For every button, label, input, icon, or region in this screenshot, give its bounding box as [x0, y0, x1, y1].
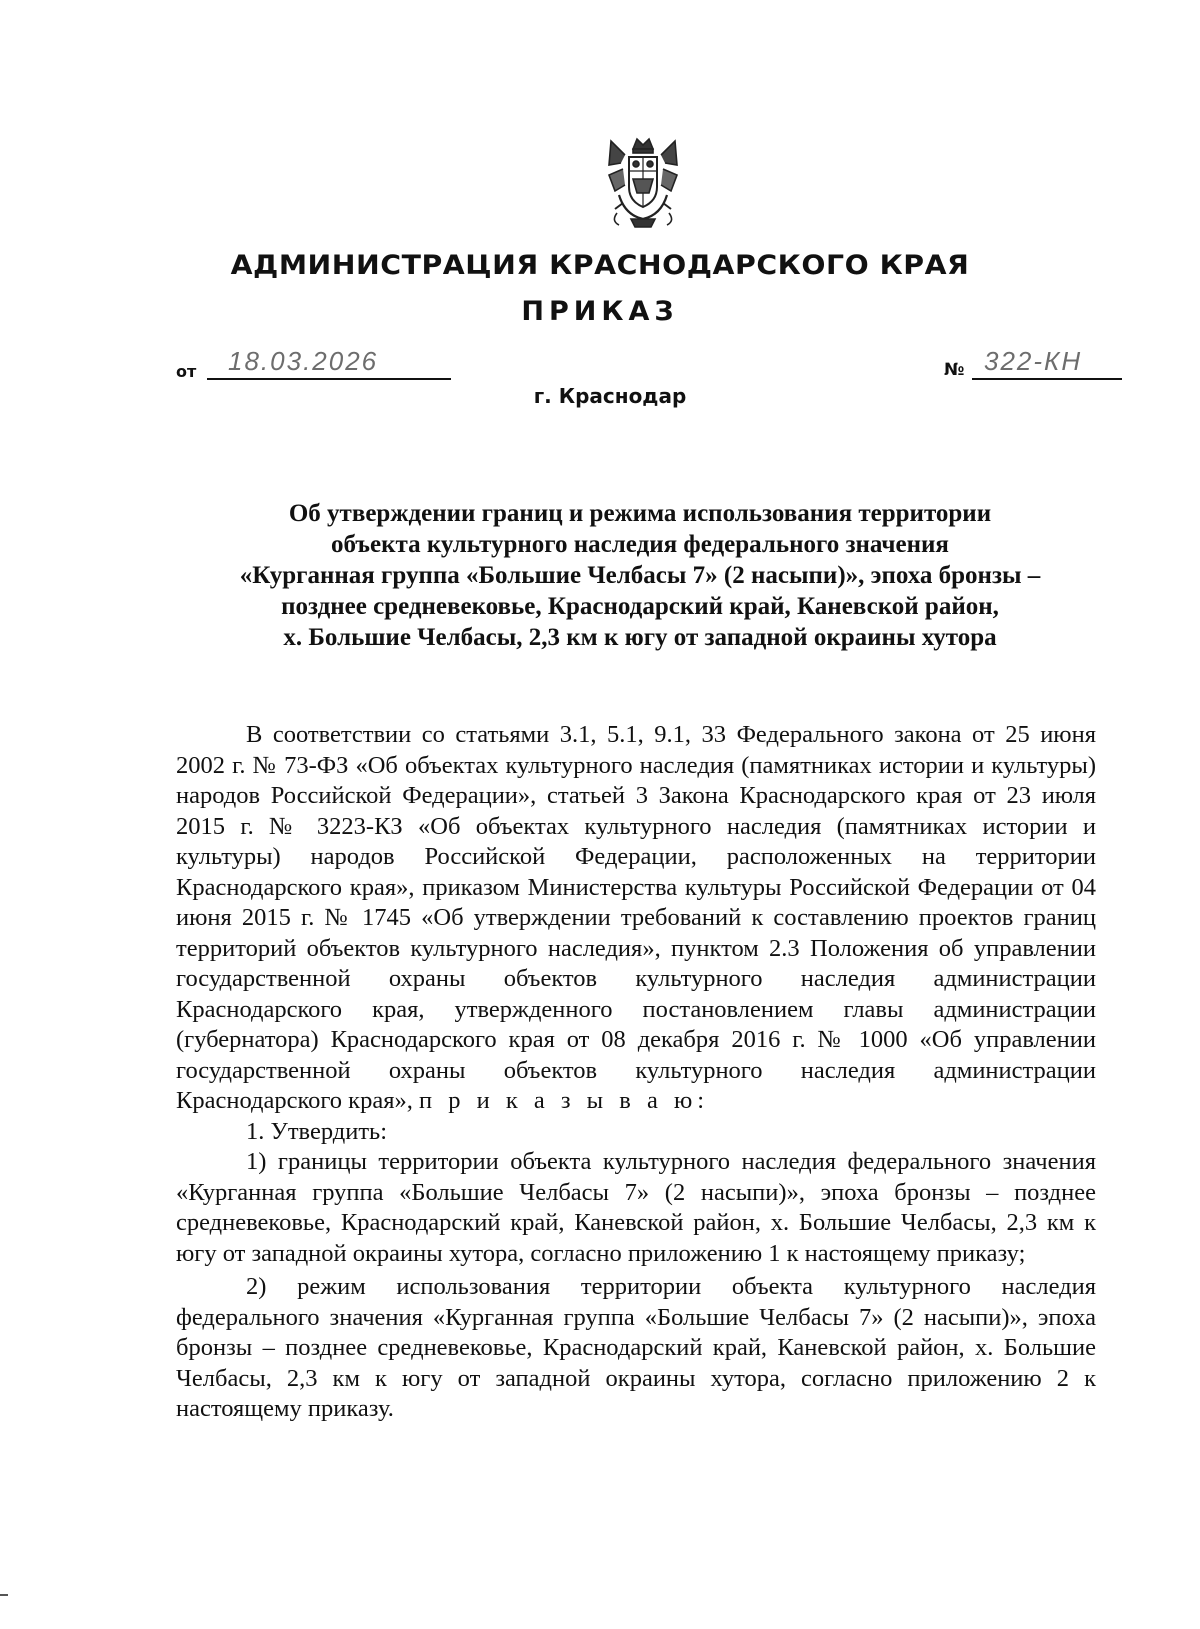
date-value-handwritten: 18.03.2026 [228, 346, 379, 376]
order-title [150, 498, 1130, 653]
sub-item-1: 1) границы территории объекта культурного наследия федерального значения «Курганная группа «Большие Челбасы 7» (2 насыпи)», эпоха бронзы – позднее средневековье, Краснодарский край, Каневской район, х. Большие Челбасы, 2,3 км к югу от западной окраины хутора, согласно приложению 1 к настоящему приказу; [176, 1148, 1096, 1267]
preamble-paragraph [176, 720, 1096, 1117]
preamble-text: В соответствии со статьями 3.1, 5.1, 9.1, 33 Федерального закона от 25 июня 2002 г. № 73-ФЗ «Об объектах культурного наследия (памятниках истории и культуры) народов Российской Федерации», статьей 3 Закона Краснодарского края от 23 июля 2015 г. № 3223-КЗ «Об объектах культурного наследия (памятниках истории и культуры) народов Российской Федерации, расположенных на территории Краснодарского края», приказом Министерства культуры Российской Федерации от 04 июня 2015 г. № 1745 «Об утверждении требований к составлению проектов границ территорий объектов культурного наследия», пунктом 2.3 Положения об управлении государственной охраны объектов культурного наследия администрации Краснодарского края, утвержденного постановлением главы администрации (губернатора) Краснодарского края от 08 декабря 2016 г. № 1000 «Об управлении государственной охраны объектов культурного наследия администрации Краснодарского края», [176, 721, 1096, 1114]
number-value-handwritten: 322-КН [984, 346, 1083, 376]
title-line: «Курганная группа «Большие Челбасы 7» (2 насыпи)», эпоха бронзы – [239, 562, 1041, 589]
scan-edge-mark [0, 1594, 8, 1596]
title-line: Об утверждении границ и режима использования территории [288, 500, 992, 527]
order-body [176, 720, 1096, 1425]
date-label: от [176, 362, 197, 381]
title-line: позднее средневековье, Краснодарский край, Каневской район, [281, 593, 999, 620]
coat-of-arms-icon [605, 135, 681, 231]
city: г. Краснодар [533, 384, 687, 408]
order-word: п р и к а з ы в а ю: [418, 1087, 710, 1114]
title-line: объекта культурного наследия федерального значения [331, 531, 949, 558]
document-type: ПРИКАЗ [521, 296, 679, 327]
item-1: 1. Утвердить: [246, 1117, 388, 1145]
title-line: х. Большие Челбасы, 2,3 км к югу от западной окраины хутора [283, 624, 997, 651]
organization-name: АДМИНИСТРАЦИЯ КРАСНОДАРСКОГО КРАЯ [230, 250, 970, 281]
sub-item-2: 2) режим использования территории объекта культурного наследия федерального значения «Курганная группа «Большие Челбасы 7» (2 насыпи)», эпоха бронзы – позднее средневековье, Краснодарский край, Каневской район, х. Большие Челбасы, 2,3 км к югу от западной окраины хутора, согласно приложению 2 к настоящему приказу. [176, 1273, 1096, 1422]
number-label: № [944, 360, 965, 380]
